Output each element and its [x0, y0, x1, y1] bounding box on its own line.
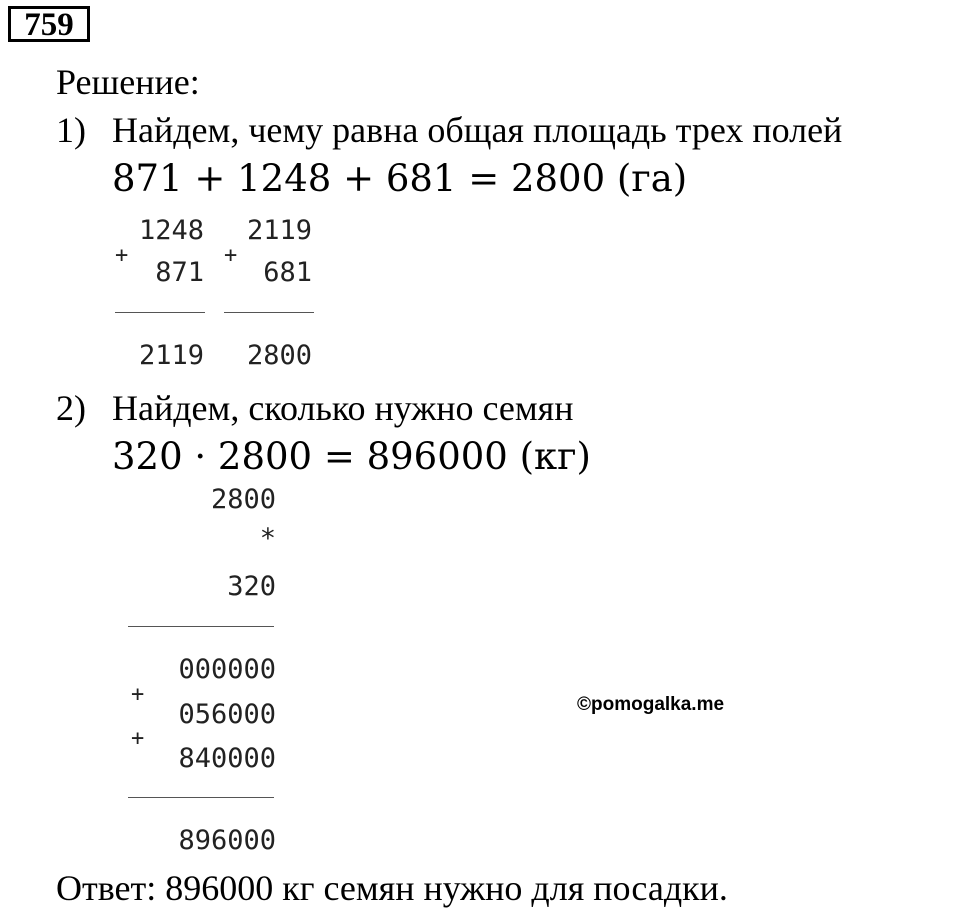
mult-top: 2800: [210, 484, 276, 515]
solution-label: Решение:: [56, 62, 200, 102]
step-2-equation: 320 · 2800 = 896000 (кг): [112, 435, 591, 478]
step-2-index: 2): [56, 388, 86, 428]
answer: Ответ: 896000 кг семян нужно для посадки.: [56, 868, 728, 908]
column-2-plus: +: [224, 243, 238, 268]
mult-rule-2: [128, 797, 274, 798]
mult-rule-1: [128, 626, 274, 627]
column-1-rule: [115, 312, 205, 313]
column-1-plus: +: [115, 243, 129, 268]
mult-partial-2: 056000: [178, 699, 276, 730]
column-1-result: 2119: [138, 340, 204, 371]
step-1-text: Найдем, чему равна общая площадь трех полей: [112, 110, 843, 150]
column-1-bottom: 871: [155, 257, 204, 288]
watermark: ©pomogalka.me: [577, 694, 725, 715]
step-1-index: 1): [56, 110, 86, 150]
column-2-top: 2119: [246, 215, 312, 246]
mult-sign: *: [259, 523, 276, 554]
mult-partial-plus-1: +: [131, 682, 145, 707]
step-2-text: Найдем, сколько нужно семян: [112, 388, 574, 428]
column-1-top: 1248: [138, 215, 204, 246]
column-2-bottom: 681: [263, 257, 312, 288]
mult-partial-1: 000000: [178, 654, 276, 685]
column-2-rule: [224, 312, 314, 313]
step-1-equation: 871 + 1248 + 681 = 2800 (га): [112, 157, 688, 200]
mult-partial-3: 840000: [178, 743, 276, 774]
mult-result: 896000: [178, 825, 276, 856]
column-2-result: 2800: [246, 340, 312, 371]
mult-partial-plus-2: +: [131, 726, 145, 751]
mult-bottom: 320: [227, 571, 276, 602]
problem-number: 759: [8, 6, 90, 42]
